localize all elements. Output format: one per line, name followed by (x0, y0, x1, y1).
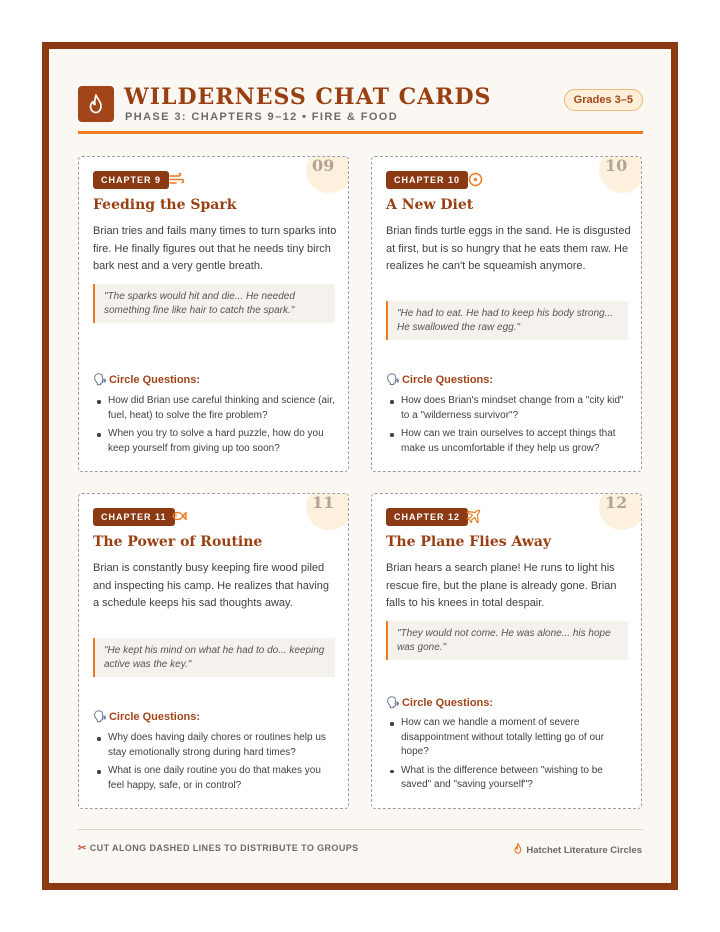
speech-icon: 🗣 (93, 374, 107, 386)
header-divider (78, 131, 643, 134)
card-quote: "The sparks would hit and die... He needed something fine like hair to catch the spark." (93, 284, 335, 323)
airplane-icon (466, 509, 481, 524)
question-item: What is the difference between "wishing to be saved" and "saving yourself"? (386, 764, 631, 793)
brand-label: Hatchet Literature Circles (526, 845, 642, 856)
card-title: A New Diet (386, 197, 474, 213)
question-list (386, 394, 631, 460)
flame-logo (78, 86, 114, 122)
question-list (386, 716, 631, 797)
footer-divider (78, 829, 643, 830)
chapter-chip: CHAPTER 12 (386, 508, 468, 526)
question-item: How can we handle a moment of severe disappointment without totally letting go of our hope? (386, 716, 631, 760)
question-item: How did Brian use careful thinking and science (air, fuel, heat) to solve the fire problem? (93, 394, 338, 423)
circle-questions-heading (93, 710, 200, 723)
page-title: WILDERNESS CHAT CARDS (124, 84, 492, 110)
chat-card-chapter-10 (371, 156, 642, 472)
wind-icon (169, 172, 185, 186)
speech-icon: 🗣 (386, 697, 400, 709)
circle-questions-heading (93, 373, 200, 386)
card-title: Feeding the Spark (93, 197, 237, 213)
card-number: 09 (306, 156, 349, 193)
question-item: When you try to solve a hard puzzle, how do you keep yourself from giving up too soon? (93, 427, 338, 456)
question-list (93, 731, 338, 797)
cut-instructions (78, 843, 359, 854)
card-summary: Brian finds turtle eggs in the sand. He is disgusted at first, but is so hungry that he eats them raw. He realizes he can't be squeamish anymore. (386, 225, 631, 272)
question-item: What is one daily routine you do that makes you feel happy, safe, or in control? (93, 764, 338, 793)
card-summary: Brian hears a search plane! He runs to light his rescue fire, but the plane is already gone. Brian falls to his knees in total despair. (386, 562, 617, 609)
card-number: 12 (599, 493, 642, 530)
chapter-chip: CHAPTER 11 (93, 508, 175, 526)
circle-questions-label: Circle Questions: (401, 374, 494, 386)
footer-brand (513, 843, 642, 856)
circle-questions-heading (386, 373, 493, 386)
flame-icon (513, 843, 523, 854)
card-summary: Brian tries and fails many times to turn sparks into fire. He finally figures out that he needs tiny birch bark nest and a very gentle breath. (93, 225, 337, 272)
card-number: 11 (306, 493, 349, 530)
chapter-chip: CHAPTER 9 (93, 171, 169, 189)
question-item: How can we train ourselves to accept things that make us uncomfortable if they help us grow? (386, 427, 631, 456)
target-icon (468, 172, 483, 187)
flame-icon (87, 94, 105, 114)
chat-card-chapter-9 (78, 156, 349, 472)
card-summary: Brian is constantly busy keeping fire wood piled and inspecting his camp. He realizes that having a schedule keeps his sad thoughts away. (93, 562, 330, 609)
chat-card-chapter-12 (371, 493, 642, 809)
card-number: 10 (599, 156, 642, 193)
grade-badge: Grades 3–5 (564, 89, 643, 111)
card-title: The Plane Flies Away (386, 534, 552, 550)
circle-questions-label: Circle Questions: (401, 697, 494, 709)
speech-icon: 🗣 (93, 711, 107, 723)
card-quote: "He had to eat. He had to keep his body strong... He swallowed the raw egg." (386, 301, 628, 340)
card-quote: "He kept his mind on what he had to do... keeping active was the key." (93, 638, 335, 677)
page-subtitle: PHASE 3: CHAPTERS 9–12 • FIRE & FOOD (125, 111, 399, 123)
cut-note: CUT ALONG DASHED LINES TO DISTRIBUTE TO GROUPS (89, 843, 359, 853)
fish-icon (171, 509, 187, 523)
card-title: The Power of Routine (93, 534, 263, 550)
question-list (93, 394, 338, 460)
question-item: Why does having daily chores or routines help us stay emotionally strong during hard times? (93, 731, 338, 760)
speech-icon: 🗣 (386, 374, 400, 386)
circle-questions-label: Circle Questions: (108, 374, 201, 386)
scissors-icon: ✂ (78, 843, 87, 854)
circle-questions-label: Circle Questions: (108, 711, 201, 723)
worksheet-page (42, 42, 678, 890)
circle-questions-heading (386, 696, 493, 709)
chapter-chip: CHAPTER 10 (386, 171, 468, 189)
question-item: How does Brian's mindset change from a "city kid" to a "wilderness survivor"? (386, 394, 631, 423)
chat-card-chapter-11 (78, 493, 349, 809)
card-quote: "They would not come. He was alone... his hope was gone." (386, 621, 628, 660)
